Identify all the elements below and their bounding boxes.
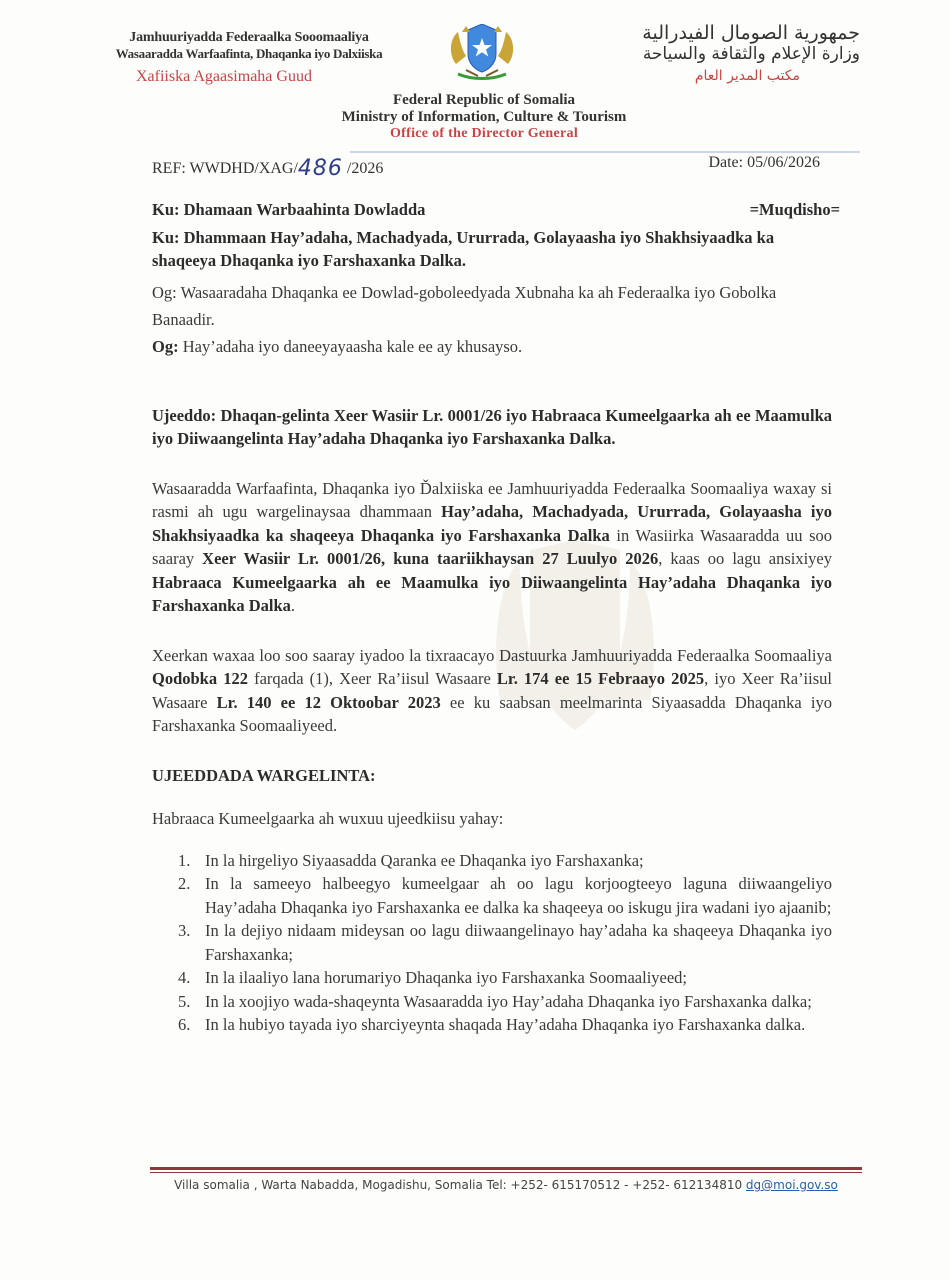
letterhead-english-office: Office of the Director General bbox=[389, 126, 579, 141]
p2-text2: farqada (1), Xeer Ra’iisul Wasaare bbox=[247, 669, 497, 688]
p1-text2: in Wasiirka Wasaaradda uu soo saaray bbox=[152, 525, 832, 568]
copy-to-line1: Og: Wasaaradaha Dhaqanka ee Dowlad-goboleedyada Xubnaha ka ah Federaalka iyo Gobolka Banaadir. bbox=[152, 282, 777, 329]
objectives-intro: Habraaca Kumeelgaarka ah wuxuu ujeedkiisu yahay: bbox=[152, 809, 504, 828]
copy-to-label: Og: bbox=[152, 336, 179, 356]
letterhead-arabic-line2: وزارة الإعلام والثقافة والسياحة bbox=[642, 44, 860, 64]
list-item-text: In la dejiyo nidaam mideysan oo lagu diiwaangelinayo hay’adaha ka shaqeeya Dhaqanka iyo Farshaxanka; bbox=[205, 921, 832, 964]
letterhead-arabic-line1: جمهورية الصومال الفيدرالية bbox=[642, 22, 860, 44]
addressee-primary bbox=[152, 198, 840, 222]
letterhead-arabic-office: مكتب المدير العام bbox=[694, 68, 800, 84]
footer-divider bbox=[150, 1167, 862, 1170]
letterhead-english-line1: Federal Republic of Somalia bbox=[392, 92, 576, 108]
p1-bold2: Xeer Wasiir Lr. 0001/26, kuna taariikhaysan 27 Luulyo 2026 bbox=[202, 549, 659, 568]
list-item bbox=[152, 849, 832, 873]
letter-body bbox=[152, 198, 840, 1037]
list-item-text: In la ilaaliyo lana horumariyo Dhaqanka iyo Farshaxanka Soomaaliyeed; bbox=[205, 968, 688, 987]
list-item-number: 5. bbox=[178, 991, 191, 1011]
city-label: =Muqdisho= bbox=[749, 200, 840, 219]
reference-prefix: REF: WWDHD/XAG/ bbox=[152, 160, 298, 177]
list-item-number: 1. bbox=[178, 850, 191, 870]
p1-bold1: Hay’adaha, Machadyada, Ururrada, Golayaasha iyo Shakhsiyaadka ka shaqeeya Dhaqanka iyo Farshaxanka Dalka bbox=[152, 502, 832, 545]
copy-to-line2 bbox=[152, 333, 832, 360]
reference-handwritten-number: 486 bbox=[297, 156, 343, 181]
list-item-text: In la xoojiyo wada-shaqeynta Wasaaradda iyo Hay’adaha Dhaqanka iyo Farshaxanka dalka; bbox=[205, 991, 812, 1011]
footer-address: Villa somalia , Warta Nabadda, Mogadishu, Somalia Tel: +252- 615170512 - +252- 612134810 bbox=[174, 1178, 746, 1192]
p2-text3: , iyo Xeer Ra’iisul Wasaare bbox=[152, 669, 832, 712]
list-item bbox=[152, 872, 832, 919]
footer-email-link[interactable]: dg@moi.gov.so bbox=[745, 1178, 838, 1192]
letterhead-divider bbox=[350, 151, 860, 153]
addressee-line1: Ku: Dhamaan Warbaahinta Dowladda bbox=[152, 200, 426, 219]
p1-bold3: Habraaca Kumeelgaarka ah ee Maamulka iyo Diiwaangelinta Hay’adaha Dhaqanka iyo Farshaxanka Dalka bbox=[152, 572, 832, 615]
list-item-number: 3. bbox=[178, 921, 191, 940]
p2-text1: Xeerkan waxaa loo soo saaray iyadoo la tixraacayo Dastuurka Jamhuuriyadda Federaalka Soomaaliya bbox=[152, 645, 832, 665]
list-item-text: In la sameeyo halbeegyo kumeelgaar ah oo lagu korjoogteeyo laguna diiwaangeliyo Hay’adaha Dhaqanka iyo Farshaxanka ee dalka ka shaqeeya oo iskugu jira wadani iyo ajaanib; bbox=[205, 874, 832, 917]
p2-text4: ee ku saabsan meelmarinta Siyaasadda Dhaqanka iyo Farshaxanka Soomaaliyeed. bbox=[152, 692, 832, 735]
objectives-list bbox=[152, 849, 832, 1037]
letterhead-somali-line1: Jamhuuriyadda Federaalka Sooomaaliya bbox=[129, 30, 369, 45]
p2-bold1: Qodobka 122 bbox=[152, 669, 248, 688]
list-item-number: 2. bbox=[178, 874, 191, 893]
letterhead-english bbox=[0, 92, 950, 142]
list-item-number: 6. bbox=[178, 1015, 191, 1034]
list-item bbox=[152, 919, 832, 966]
copy-to-text: Hay’adaha iyo daneeyayaasha kale ee ay khusayso. bbox=[178, 336, 523, 356]
footer-divider-thin bbox=[150, 1172, 862, 1173]
list-item bbox=[152, 990, 832, 1014]
list-item-number: 4. bbox=[178, 968, 191, 987]
p1-text1: Wasaaradda Warfaafinta, Dhaqanka iyo Ďalxiiska ee Jamhuuriyadda Federaalka Soomaaliya waxay si rasmi ah ugu wargelinaysaa dhammaan bbox=[152, 478, 832, 521]
letterhead-arabic bbox=[540, 22, 860, 84]
p1-text4: . bbox=[290, 596, 296, 615]
list-item-text: In la hubiyo tayada iyo sharciyeynta shaqada Hay’adaha Dhaqanka iyo Farshaxanka dalka. bbox=[205, 1015, 806, 1034]
p1-text3: , kaas oo lagu ansixiyey bbox=[658, 549, 832, 568]
letterhead-somali-line2: Wasaaradda Warfaafinta, Dhaqanka iyo Dalxiiska bbox=[115, 46, 383, 61]
coat-of-arms-icon bbox=[442, 24, 522, 82]
list-item bbox=[152, 1013, 832, 1037]
p2-bold3: Lr. 140 ee 12 Oktoobar 2023 bbox=[216, 692, 441, 712]
paragraph-notice bbox=[152, 477, 832, 618]
footer-contact bbox=[150, 1178, 862, 1192]
addressee-line2: Ku: Dhammaan Hay’adaha, Machadyada, Ururrada, Golayaasha iyo Shakhsiyaadka ka shaqeeya Dhaqanka iyo Farshaxanka Dalka. bbox=[152, 227, 775, 270]
reference-number bbox=[152, 154, 383, 179]
list-item bbox=[152, 966, 832, 990]
paragraph-legal-basis bbox=[152, 644, 832, 738]
subject-line: Ujeeddo: Dhaqan-gelinta Xeer Wasiir Lr. 0001/26 iyo Habraaca Kumeelgaarka ah ee Maamulka iyo Diiwaangelinta Hay’adaha Dhaqanka iyo Farshaxanka Dalka. bbox=[152, 405, 832, 448]
letterhead-somali bbox=[84, 30, 414, 86]
section-heading: UJEEDDADA WARGELINTA: bbox=[152, 765, 376, 785]
reference-suffix: /2026 bbox=[342, 160, 384, 177]
list-item-text: In la hirgeliyo Siyaasadda Qaranka ee Dhaqanka iyo Farshaxanka; bbox=[205, 850, 644, 870]
p2-bold2: Lr. 174 ee 15 Febraayo 2025 bbox=[496, 669, 705, 688]
letter-date: Date: 05/06/2026 bbox=[708, 154, 820, 171]
letterhead-somali-office: Xafiiska Agaasimaha Guud bbox=[136, 68, 312, 85]
letterhead-english-line2: Ministry of Information, Culture & Tourism bbox=[341, 109, 627, 125]
